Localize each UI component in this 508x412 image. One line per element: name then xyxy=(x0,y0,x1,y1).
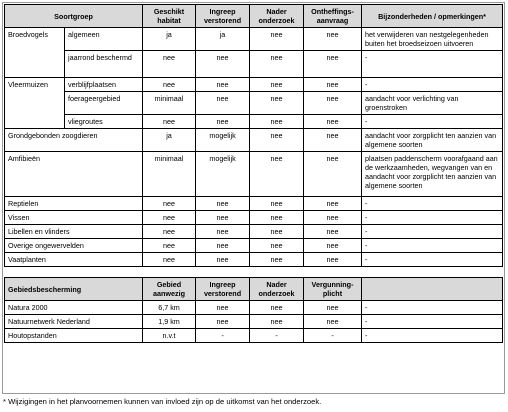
group-cell: Reptielen xyxy=(5,197,143,211)
nader-cell: nee xyxy=(250,129,304,152)
nader-cell: nee xyxy=(250,78,304,92)
nader-cell: nee xyxy=(250,315,304,329)
nader-cell: nee xyxy=(250,152,304,197)
spacer-row xyxy=(5,267,503,278)
nader-cell: nee xyxy=(250,211,304,225)
ingreep-cell: - xyxy=(196,329,250,343)
sub-cell: algemeen xyxy=(65,28,143,51)
group-cell: Broedvogels xyxy=(5,28,65,78)
aanwezig-cell: 6,7 km xyxy=(143,301,196,315)
ontheffing-cell: nee xyxy=(304,197,362,211)
nader-cell: nee xyxy=(250,197,304,211)
opmerking-cell: - xyxy=(362,301,503,315)
ingreep-cell: nee xyxy=(196,315,250,329)
habitat-cell: ja xyxy=(143,28,196,51)
opmerking-cell: - xyxy=(362,51,503,78)
group-cell: Amfibieën xyxy=(5,152,143,197)
table-header-row xyxy=(5,278,503,301)
habitat-cell: nee xyxy=(143,253,196,267)
ontheffing-cell: nee xyxy=(304,28,362,51)
habitat-cell: nee xyxy=(143,211,196,225)
ingreep-cell: nee xyxy=(196,301,250,315)
opmerking-cell: - xyxy=(362,239,503,253)
vergunning-cell: nee xyxy=(304,315,362,329)
habitat-cell: minimaal xyxy=(143,92,196,115)
ingreep-cell: nee xyxy=(196,78,250,92)
table-row xyxy=(5,152,503,197)
opmerking-cell: - xyxy=(362,211,503,225)
ontheffing-cell: nee xyxy=(304,129,362,152)
aanwezig-cell: n.v.t xyxy=(143,329,196,343)
nader-cell: nee xyxy=(250,92,304,115)
table-row xyxy=(5,329,503,343)
habitat-cell: nee xyxy=(143,78,196,92)
habitat-cell: nee xyxy=(143,197,196,211)
gebied-cell: Natuurnetwerk Nederland xyxy=(5,315,143,329)
nader-cell: nee xyxy=(250,28,304,51)
ingreep-cell: nee xyxy=(196,197,250,211)
table-row xyxy=(5,28,503,51)
habitat-cell: nee xyxy=(143,115,196,129)
header-ontheffingsaanvraag: Ontheffings-aanvraag xyxy=(304,5,362,28)
nader-cell: nee xyxy=(250,301,304,315)
group-cell: Vissen xyxy=(5,211,143,225)
header-soortgroep: Soortgroep xyxy=(5,5,143,28)
table-row xyxy=(5,115,503,129)
ingreep-cell: nee xyxy=(196,51,250,78)
table-row xyxy=(5,92,503,115)
ontheffing-cell: nee xyxy=(304,92,362,115)
ingreep-cell: nee xyxy=(196,115,250,129)
table-row xyxy=(5,197,503,211)
opmerking-cell: - xyxy=(362,329,503,343)
ingreep-cell: nee xyxy=(196,92,250,115)
header-gebied-aanwezig: Gebied aanwezig xyxy=(143,278,196,301)
header-gebiedsbescherming: Gebiedsbescherming xyxy=(5,278,143,301)
ingreep-cell: nee xyxy=(196,211,250,225)
opmerking-cell: - xyxy=(362,225,503,239)
nader-cell: nee xyxy=(250,239,304,253)
opmerking-cell: - xyxy=(362,78,503,92)
table-row xyxy=(5,211,503,225)
ontheffing-cell: nee xyxy=(304,115,362,129)
aanwezig-cell: 1,9 km xyxy=(143,315,196,329)
header-nader-onderzoek-2: Nader onderzoek xyxy=(250,278,304,301)
table-row xyxy=(5,78,503,92)
group-cell: Vaatplanten xyxy=(5,253,143,267)
ontheffing-cell: nee xyxy=(304,78,362,92)
header-empty xyxy=(362,278,503,301)
table-row xyxy=(5,253,503,267)
header-bijzonderheden: Bijzonderheden / opmerkingen* xyxy=(362,5,503,28)
ontheffing-cell: nee xyxy=(304,152,362,197)
table-header-row xyxy=(5,5,503,28)
sub-cell: vliegroutes xyxy=(65,115,143,129)
sub-cell: jaarrond beschermd xyxy=(65,51,143,78)
group-cell: Libellen en vlinders xyxy=(5,225,143,239)
ontheffing-cell: nee xyxy=(304,51,362,78)
ingreep-cell: nee xyxy=(196,225,250,239)
ontheffing-cell: nee xyxy=(304,225,362,239)
opmerking-cell: plaatsen paddenscherm voorafgaand aan de werkzaamheden, wegvangen van en aandacht voor zorgplicht ten aanzien van algemene soorten xyxy=(362,152,503,197)
table-row xyxy=(5,225,503,239)
nader-cell: nee xyxy=(250,115,304,129)
ontheffing-cell: nee xyxy=(304,239,362,253)
vergunning-cell: nee xyxy=(304,301,362,315)
table-row xyxy=(5,301,503,315)
sub-cell: verblijfplaatsen xyxy=(65,78,143,92)
header-ingreep-verstorend-2: Ingreep verstorend xyxy=(196,278,250,301)
opmerking-cell: aandacht voor zorgplicht ten aanzien van algemene soorten xyxy=(362,129,503,152)
header-geschikt-habitat: Geschikt habitat xyxy=(143,5,196,28)
vergunning-cell: - xyxy=(304,329,362,343)
nader-cell: nee xyxy=(250,51,304,78)
opmerking-cell: - xyxy=(362,197,503,211)
table-row xyxy=(5,51,503,78)
soorten-table xyxy=(4,4,503,343)
nader-cell: nee xyxy=(250,225,304,239)
sub-cell: foerageergebied xyxy=(65,92,143,115)
gebied-cell: Houtopstanden xyxy=(5,329,143,343)
opmerking-cell: - xyxy=(362,315,503,329)
opmerking-cell: - xyxy=(362,115,503,129)
opmerking-cell: het verwijderen van nestgelegenheden buiten het broedseizoen uitvoeren xyxy=(362,28,503,51)
header-vergunningsplicht: Vergunning-plicht xyxy=(304,278,362,301)
gebied-cell: Natura 2000 xyxy=(5,301,143,315)
habitat-cell: nee xyxy=(143,51,196,78)
footnote: * Wijzigingen in het planvoornemen kunnen van invloed zijn op de uitkomst van het onderzoek. xyxy=(3,397,322,406)
header-ingreep-verstorend: Ingreep verstorend xyxy=(196,5,250,28)
table-row xyxy=(5,129,503,152)
nader-cell: - xyxy=(250,329,304,343)
ingreep-cell: nee xyxy=(196,239,250,253)
ingreep-cell: nee xyxy=(196,253,250,267)
table-row xyxy=(5,315,503,329)
ontheffing-cell: nee xyxy=(304,211,362,225)
habitat-cell: nee xyxy=(143,239,196,253)
nader-cell: nee xyxy=(250,253,304,267)
group-cell: Grondgebonden zoogdieren xyxy=(5,129,143,152)
habitat-cell: minimaal xyxy=(143,152,196,197)
table-row xyxy=(5,239,503,253)
ingreep-cell: mogelijk xyxy=(196,152,250,197)
habitat-cell: nee xyxy=(143,225,196,239)
group-cell: Vleermuizen xyxy=(5,78,65,129)
ingreep-cell: ja xyxy=(196,28,250,51)
opmerking-cell: aandacht voor verlichting van groenstroken xyxy=(362,92,503,115)
ontheffing-cell: nee xyxy=(304,253,362,267)
opmerking-cell: - xyxy=(362,253,503,267)
habitat-cell: ja xyxy=(143,129,196,152)
ingreep-cell: mogelijk xyxy=(196,129,250,152)
header-nader-onderzoek: Nader onderzoek xyxy=(250,5,304,28)
group-cell: Overige ongewervelden xyxy=(5,239,143,253)
